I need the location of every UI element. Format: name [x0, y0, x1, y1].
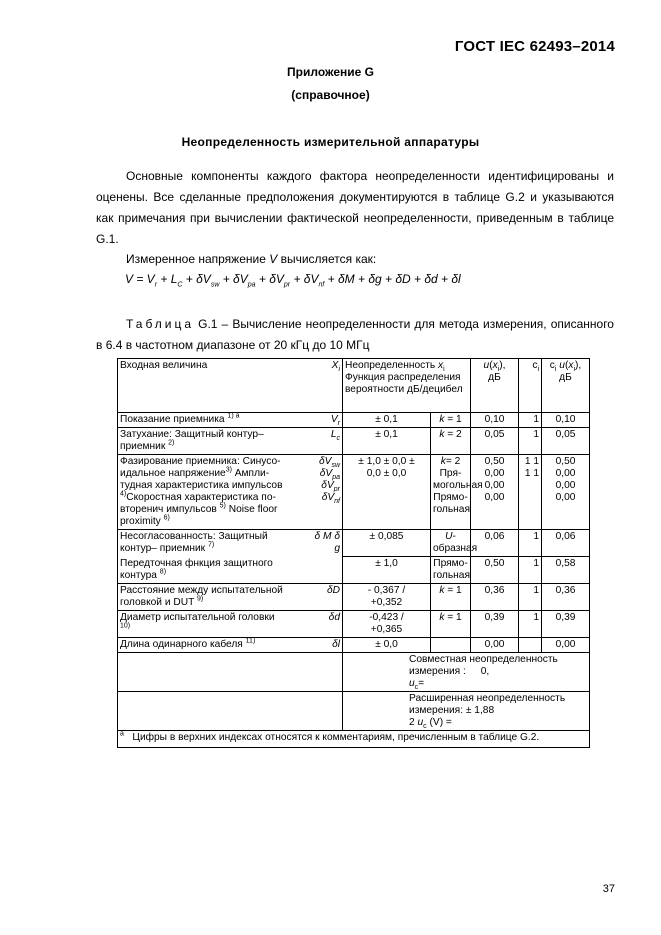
combined-uncertainty-row: Совместная неопределенность измерения : 0, $u_c=$: [118, 653, 590, 692]
body-paragraph-1: Основные компоненты каждого фактора неопределенности идентифицированы и оценены. Все сделанные предположения документируются в таблице G.2 и указываются как примечания при вычислении фактической неопределенности, приведенным в таблице G.1.: [96, 169, 614, 246]
table-row: Несогласованность: Защитный контур– приемник $^{7)}$ δ M δ g ± 0,085 U- образная 0,06 1 0,06: [118, 530, 590, 557]
standard-number: ГОСТ IEC 62493–2014: [454, 38, 615, 55]
table-row: Затухание: Защитный контур– приемник $^{2)}$ $L_c$ ± 0,1 k = 2 0,05 1 0,05: [118, 428, 590, 455]
expanded-value: ± 1,88: [465, 705, 495, 716]
table-row: Диаметр испытательной головки $^{10)}$ δd -0,423 / +0,365 k = 1 0,39 1 0,39: [118, 611, 590, 638]
header-input: Входная величина: [118, 359, 305, 413]
formula-text: $V = V_r + L_C + \delta V_{sw} + \delta V_{pa} + \delta V_{pr} + \delta V_{nf} + \delta M + \delta g + \delta D + \delta d + \delta l$: [125, 272, 461, 289]
footnote-row: $^a$ Цифры в верхних индексах относятся к комментариям, пречисленным в таблице G.2.: [118, 731, 590, 748]
appendix-title: Приложение G: [287, 65, 374, 79]
table-row: Передточная фнкция защитного контура $^{8)}$ ± 1,0 Прямо- гольная 0,50 1 0,58: [118, 557, 590, 584]
section-heading: Неопределенность измерительной аппаратуры: [181, 135, 480, 149]
table-caption: Таблица G.1 – Вычисление неопределенности для метода измерения, описанного в 6.4 в частотном диапазоне от 20 кГц до 10 МГц: [96, 317, 614, 352]
page-number: 37: [602, 883, 615, 895]
header-xi: $X_i$: [305, 359, 343, 413]
header-ciu: $c_i$ $u(x_i)$, дБ: [542, 359, 590, 413]
combined-label: Совместная неопределенность измерения :: [409, 654, 558, 677]
table-header-row: [118, 359, 590, 413]
formula: [125, 272, 461, 289]
table-row: Расстояние между испытательной головкой и DUT $^{9)}$ δD - 0,367 / +0,352 k = 1 0,36 1 0,36: [118, 584, 590, 611]
uncertainty-table: [117, 358, 590, 748]
combined-value: 0,: [480, 666, 490, 677]
table-row: Фазирование приемника: Синусо- идальное напряжение$^{3)}$ Ампли- тудная характеристика импульсов $^{4)}$Скоростная характеристика по- вторенич импульсов $^{5)}$ Noise floor proximity $^{6)}$ $\delta V_{sw}$ $\delta V_{pa}$ $\delta V_{pr}$ $\delta V_{nf}$ ± 1,0 ± 0,0 ± 0,0 ± 0,0 k= 2 Пря- могольная Прямо- гольная 0,50 0,00 0,00 0,00 1 1 1 1 0,50 0,00 0,00 0,00: [118, 455, 590, 530]
expanded-label: Расширенная неопределенность измерения:: [409, 693, 566, 716]
header-u: $u(x_i)$, дБ: [471, 359, 519, 413]
appendix-subtitle: (справочное): [291, 88, 370, 102]
header-ci: $c_i$: [519, 359, 542, 413]
expanded-uncertainty-row: Расширенная неопределенность измерения: ± 1,88 2 $u_c$ (V) =: [118, 692, 590, 731]
footnote-text: Цифры в верхних индексах относятся к комментариям, пречисленным в таблице G.2.: [132, 732, 540, 743]
table-row: Показание приемника $^{1) a}$ $V_r$ ± 0,1 k = 1 0,10 1 0,10: [118, 413, 590, 428]
header-uncertainty: Неопределенность $x_i$ Функция распределения вероятности дБ/децибел: [343, 359, 471, 413]
body-paragraph-2: Измеренное напряжение V вычисляется как:: [126, 252, 377, 266]
table-row: Длина одинарного кабеля $^{11)}$ δl ± 0,0 0,00 0,00: [118, 638, 590, 653]
